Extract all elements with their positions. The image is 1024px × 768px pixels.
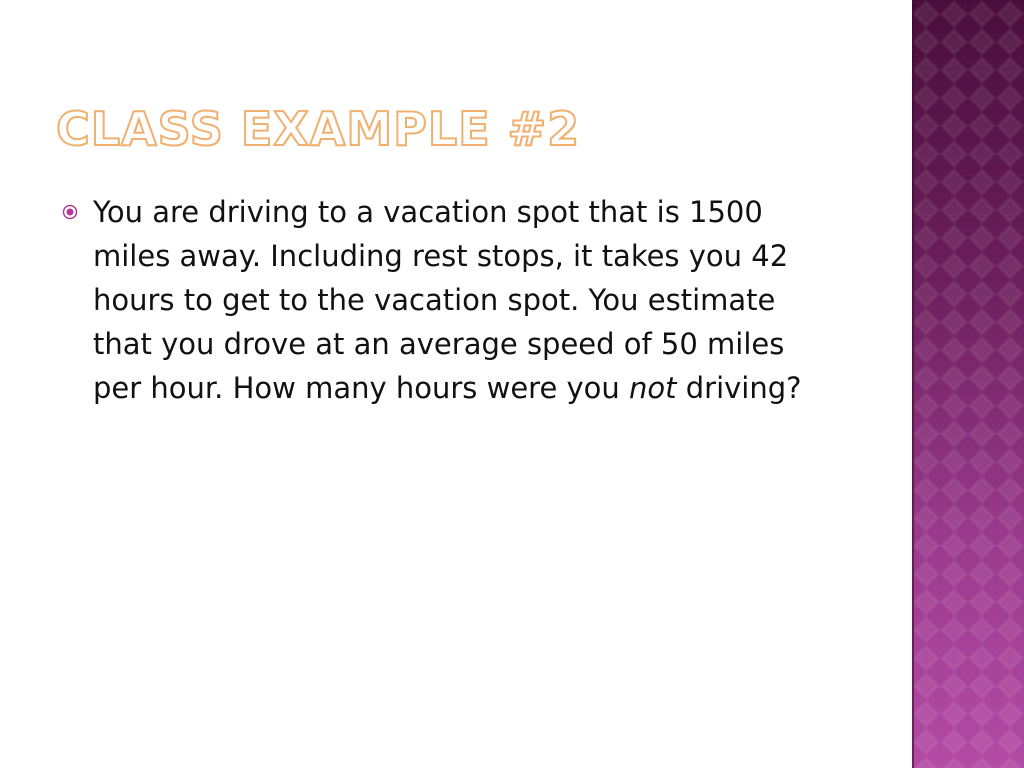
side-bar-edge xyxy=(912,0,914,768)
diamond-pattern xyxy=(912,0,1024,768)
bullet-text-emphasis: not xyxy=(629,371,677,405)
slide-title: CLASS EXAMPLE #2 xyxy=(56,102,581,156)
bullet-text-main: You are driving to a vacation spot that is 1500 miles away. Including rest stops, it takes you 42 hours to get to the vacation spot. You estimate that you drove at an average speed of 50 miles per hour. How many hours were you xyxy=(93,195,789,405)
decorative-side-bar xyxy=(912,0,1024,768)
slide-content xyxy=(62,190,802,410)
radio-bullet-icon xyxy=(62,204,78,220)
bullet-item xyxy=(62,190,802,410)
bullet-text-end: driving? xyxy=(685,371,802,405)
bullet-text xyxy=(93,190,802,410)
